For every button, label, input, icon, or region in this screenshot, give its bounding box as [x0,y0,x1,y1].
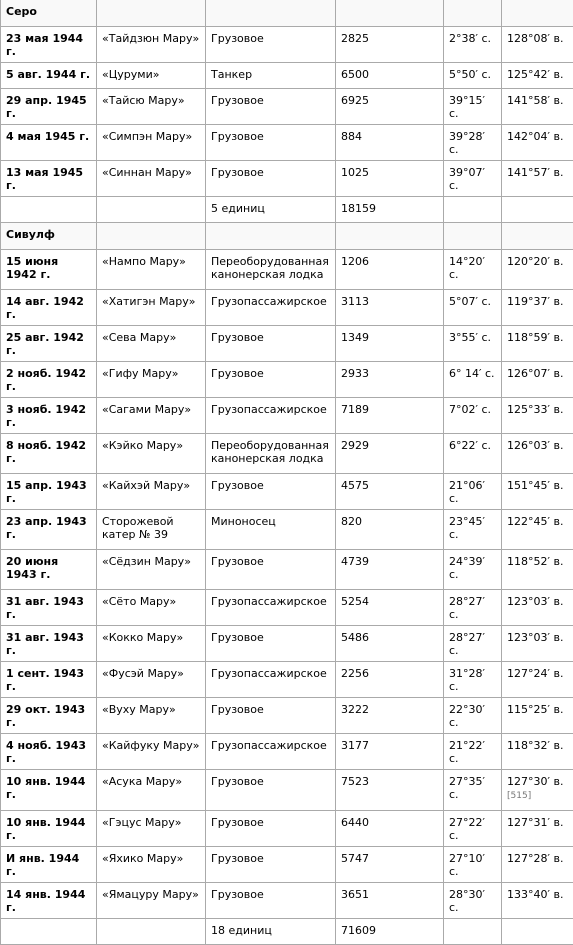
ship-type-cell: Грузовое [206,883,336,919]
date-cell: 23 апр. 1943 г. [1,510,97,550]
longitude-cell: 127°31′ в. [502,811,573,847]
date-cell: 29 апр. 1945 г. [1,89,97,125]
latitude-cell: 27°10′ с. [444,847,502,883]
ship-type-cell: Танкер [206,63,336,89]
ship-type-cell: Грузовое [206,474,336,510]
empty-cell [1,197,97,223]
empty-cell [1,919,97,945]
table-row [1,63,573,89]
table-row [1,847,573,883]
total-units-cell: 5 единиц [206,197,336,223]
ship-name-cell: «Хатигэн Мару» [97,290,206,326]
latitude-cell: 39°07′ с. [444,161,502,197]
table-row [1,698,573,734]
tonnage-cell: 884 [336,125,444,161]
total-units-cell: 18 единиц [206,919,336,945]
tonnage-cell: 6500 [336,63,444,89]
empty-cell [444,0,502,27]
submarine-name: Сивулф [1,223,97,250]
longitude-cell [502,770,573,811]
table-row [1,734,573,770]
longitude-cell: 119°37′ в. [502,290,573,326]
ship-name-cell: «Симпэн Мару» [97,125,206,161]
tonnage-cell: 2933 [336,362,444,398]
ship-name-cell: «Цуруми» [97,63,206,89]
empty-cell [97,0,206,27]
date-cell: 20 июня 1943 г. [1,550,97,590]
empty-cell [444,223,502,250]
empty-cell [97,223,206,250]
ship-name-cell: «Тайдзюн Мару» [97,27,206,63]
latitude-cell: 27°35′ с. [444,770,502,811]
table-row [1,550,573,590]
table-row [1,626,573,662]
reference-link[interactable]: [515] [507,791,531,801]
latitude-cell: 21°22′ с. [444,734,502,770]
latitude-cell: 39°15′ с. [444,89,502,125]
date-cell: 25 авг. 1942 г. [1,326,97,362]
tonnage-cell: 5254 [336,590,444,626]
latitude-cell: 3°55′ с. [444,326,502,362]
table-row [1,27,573,63]
date-cell: 1 сент. 1943 г. [1,662,97,698]
longitude-cell: 126°03′ в. [502,434,573,474]
tonnage-cell: 6440 [336,811,444,847]
latitude-cell: 28°30′ с. [444,883,502,919]
longitude-cell: 123°03′ в. [502,590,573,626]
empty-cell [502,0,573,27]
ship-name-cell: «Сева Мару» [97,326,206,362]
table-row [1,125,573,161]
date-cell: 5 авг. 1944 г. [1,63,97,89]
tonnage-cell: 7189 [336,398,444,434]
date-cell: 2 нояб. 1942 г. [1,362,97,398]
tonnage-cell: 820 [336,510,444,550]
empty-cell [336,0,444,27]
longitude-cell: 115°25′ в. [502,698,573,734]
ship-name-cell: «Фусэй Мару» [97,662,206,698]
longitude-cell: 118°52′ в. [502,550,573,590]
longitude-cell: 141°58′ в. [502,89,573,125]
latitude-cell: 28°27′ с. [444,590,502,626]
longitude-cell: 118°59′ в. [502,326,573,362]
latitude-cell: 39°28′ с. [444,125,502,161]
tonnage-cell: 3222 [336,698,444,734]
latitude-cell: 6°22′ с. [444,434,502,474]
table-row [1,770,573,811]
table-row [1,398,573,434]
table-row [1,474,573,510]
tonnage-cell: 6925 [336,89,444,125]
ship-name-cell: «Кокко Мару» [97,626,206,662]
date-cell: 15 июня 1942 г. [1,250,97,290]
tonnage-cell: 7523 [336,770,444,811]
ship-type-cell: Грузовое [206,125,336,161]
latitude-cell: 5°07′ с. [444,290,502,326]
table-row [1,883,573,919]
table-row [1,590,573,626]
longitude-cell: 125°33′ в. [502,398,573,434]
empty-cell [97,197,206,223]
ship-type-cell: Грузовое [206,626,336,662]
ship-type-cell: Грузопассажирское [206,398,336,434]
table-row [1,811,573,847]
ship-name-cell: «Кайхэй Мару» [97,474,206,510]
latitude-cell: 27°22′ с. [444,811,502,847]
longitude-cell: 123°03′ в. [502,626,573,662]
tonnage-cell: 4575 [336,474,444,510]
ship-type-cell: Грузовое [206,698,336,734]
ship-name-cell: «Вуху Мару» [97,698,206,734]
date-cell: 4 нояб. 1943 г. [1,734,97,770]
tonnage-cell: 5747 [336,847,444,883]
longitude-cell: 125°42′ в. [502,63,573,89]
tonnage-cell: 4739 [336,550,444,590]
longitude-cell: 151°45′ в. [502,474,573,510]
tonnage-cell: 2825 [336,27,444,63]
empty-cell [502,223,573,250]
ship-type-cell: Миноносец [206,510,336,550]
ship-type-cell: Грузовое [206,550,336,590]
latitude-cell: 28°27′ с. [444,626,502,662]
ship-type-cell: Грузопассажирское [206,590,336,626]
ship-type-cell: Грузовое [206,811,336,847]
ship-type-cell: Переоборудованная канонерская лодка [206,250,336,290]
ship-type-cell: Грузопассажирское [206,290,336,326]
tonnage-cell: 3113 [336,290,444,326]
longitude-cell: 127°28′ в. [502,847,573,883]
longitude-cell: 127°24′ в. [502,662,573,698]
ship-type-cell: Переоборудованная канонерская лодка [206,434,336,474]
tonnage-cell: 1025 [336,161,444,197]
latitude-cell: 21°06′ с. [444,474,502,510]
sinkings-table-body [1,0,573,945]
tonnage-cell: 2256 [336,662,444,698]
ship-name-cell: «Ямацуру Мару» [97,883,206,919]
date-cell: 4 мая 1945 г. [1,125,97,161]
date-cell: 8 нояб. 1942 г. [1,434,97,474]
tonnage-cell: 5486 [336,626,444,662]
empty-cell [336,223,444,250]
latitude-cell: 5°50′ с. [444,63,502,89]
tonnage-cell: 1206 [336,250,444,290]
ship-name-cell: «Гифу Мару» [97,362,206,398]
date-cell: 23 мая 1944 г. [1,27,97,63]
date-cell: 14 янв. 1944 г. [1,883,97,919]
table-row [1,434,573,474]
empty-cell [97,919,206,945]
latitude-cell: 7°02′ с. [444,398,502,434]
empty-cell [502,197,573,223]
ship-name-cell: «Синнан Мару» [97,161,206,197]
tonnage-cell: 2929 [336,434,444,474]
latitude-cell: 24°39′ с. [444,550,502,590]
table-row [1,662,573,698]
latitude-cell: 6° 14′ с. [444,362,502,398]
total-row [1,197,573,223]
date-cell: 31 авг. 1943 г. [1,626,97,662]
date-cell: 3 нояб. 1942 г. [1,398,97,434]
table-row [1,161,573,197]
longitude-cell: 141°57′ в. [502,161,573,197]
ship-type-cell: Грузовое [206,89,336,125]
total-tonnage-cell: 18159 [336,197,444,223]
empty-cell [502,919,573,945]
ship-type-cell: Грузовое [206,326,336,362]
ship-name-cell: «Гэцус Мару» [97,811,206,847]
ship-name-cell: «Нампо Мару» [97,250,206,290]
longitude-cell: 120°20′ в. [502,250,573,290]
section-header-row [1,0,573,27]
ship-name-cell: «Сёто Мару» [97,590,206,626]
date-cell: 13 мая 1945 г. [1,161,97,197]
ship-name-cell: «Кэйко Мару» [97,434,206,474]
ship-name-cell: Сторожевой катер № 39 [97,510,206,550]
date-cell: 10 янв. 1944 г. [1,811,97,847]
longitude-cell: 126°07′ в. [502,362,573,398]
longitude-cell: 118°32′ в. [502,734,573,770]
tonnage-cell: 1349 [336,326,444,362]
section-header-row [1,223,573,250]
table-row [1,362,573,398]
empty-cell [444,197,502,223]
date-cell: 14 авг. 1942 г. [1,290,97,326]
tonnage-cell: 3651 [336,883,444,919]
date-cell: 29 окт. 1943 г. [1,698,97,734]
ship-name-cell: «Тайсю Мару» [97,89,206,125]
longitude-cell: 122°45′ в. [502,510,573,550]
date-cell: 31 авг. 1943 г. [1,590,97,626]
tonnage-cell: 3177 [336,734,444,770]
ship-type-cell: Грузовое [206,27,336,63]
table-row [1,290,573,326]
ship-type-cell: Грузопассажирское [206,662,336,698]
longitude-cell: 142°04′ в. [502,125,573,161]
date-cell: 10 янв. 1944 г. [1,770,97,811]
ship-name-cell: «Асука Мару» [97,770,206,811]
longitude-cell: 133°40′ в. [502,883,573,919]
ship-name-cell: «Сагами Мару» [97,398,206,434]
empty-cell [206,0,336,27]
table-row [1,510,573,550]
total-tonnage-cell: 71609 [336,919,444,945]
longitude-value: 127°30′ в. [507,775,563,788]
latitude-cell: 31°28′ с. [444,662,502,698]
table-row [1,250,573,290]
table-row [1,89,573,125]
ship-type-cell: Грузопассажирское [206,734,336,770]
ship-name-cell: «Кайфуку Мару» [97,734,206,770]
latitude-cell: 22°30′ с. [444,698,502,734]
empty-cell [444,919,502,945]
ship-name-cell: «Сёдзин Мару» [97,550,206,590]
date-cell: 15 апр. 1943 г. [1,474,97,510]
ship-type-cell: Грузовое [206,847,336,883]
ship-name-cell: «Яхико Мару» [97,847,206,883]
total-row [1,919,573,945]
table-row [1,326,573,362]
submarine-name: Серо [1,0,97,27]
ship-type-cell: Грузовое [206,161,336,197]
ship-type-cell: Грузовое [206,770,336,811]
latitude-cell: 2°38′ с. [444,27,502,63]
date-cell: И янв. 1944 г. [1,847,97,883]
empty-cell [206,223,336,250]
latitude-cell: 23°45′ с. [444,510,502,550]
ship-type-cell: Грузовое [206,362,336,398]
longitude-cell: 128°08′ в. [502,27,573,63]
latitude-cell: 14°20′ с. [444,250,502,290]
